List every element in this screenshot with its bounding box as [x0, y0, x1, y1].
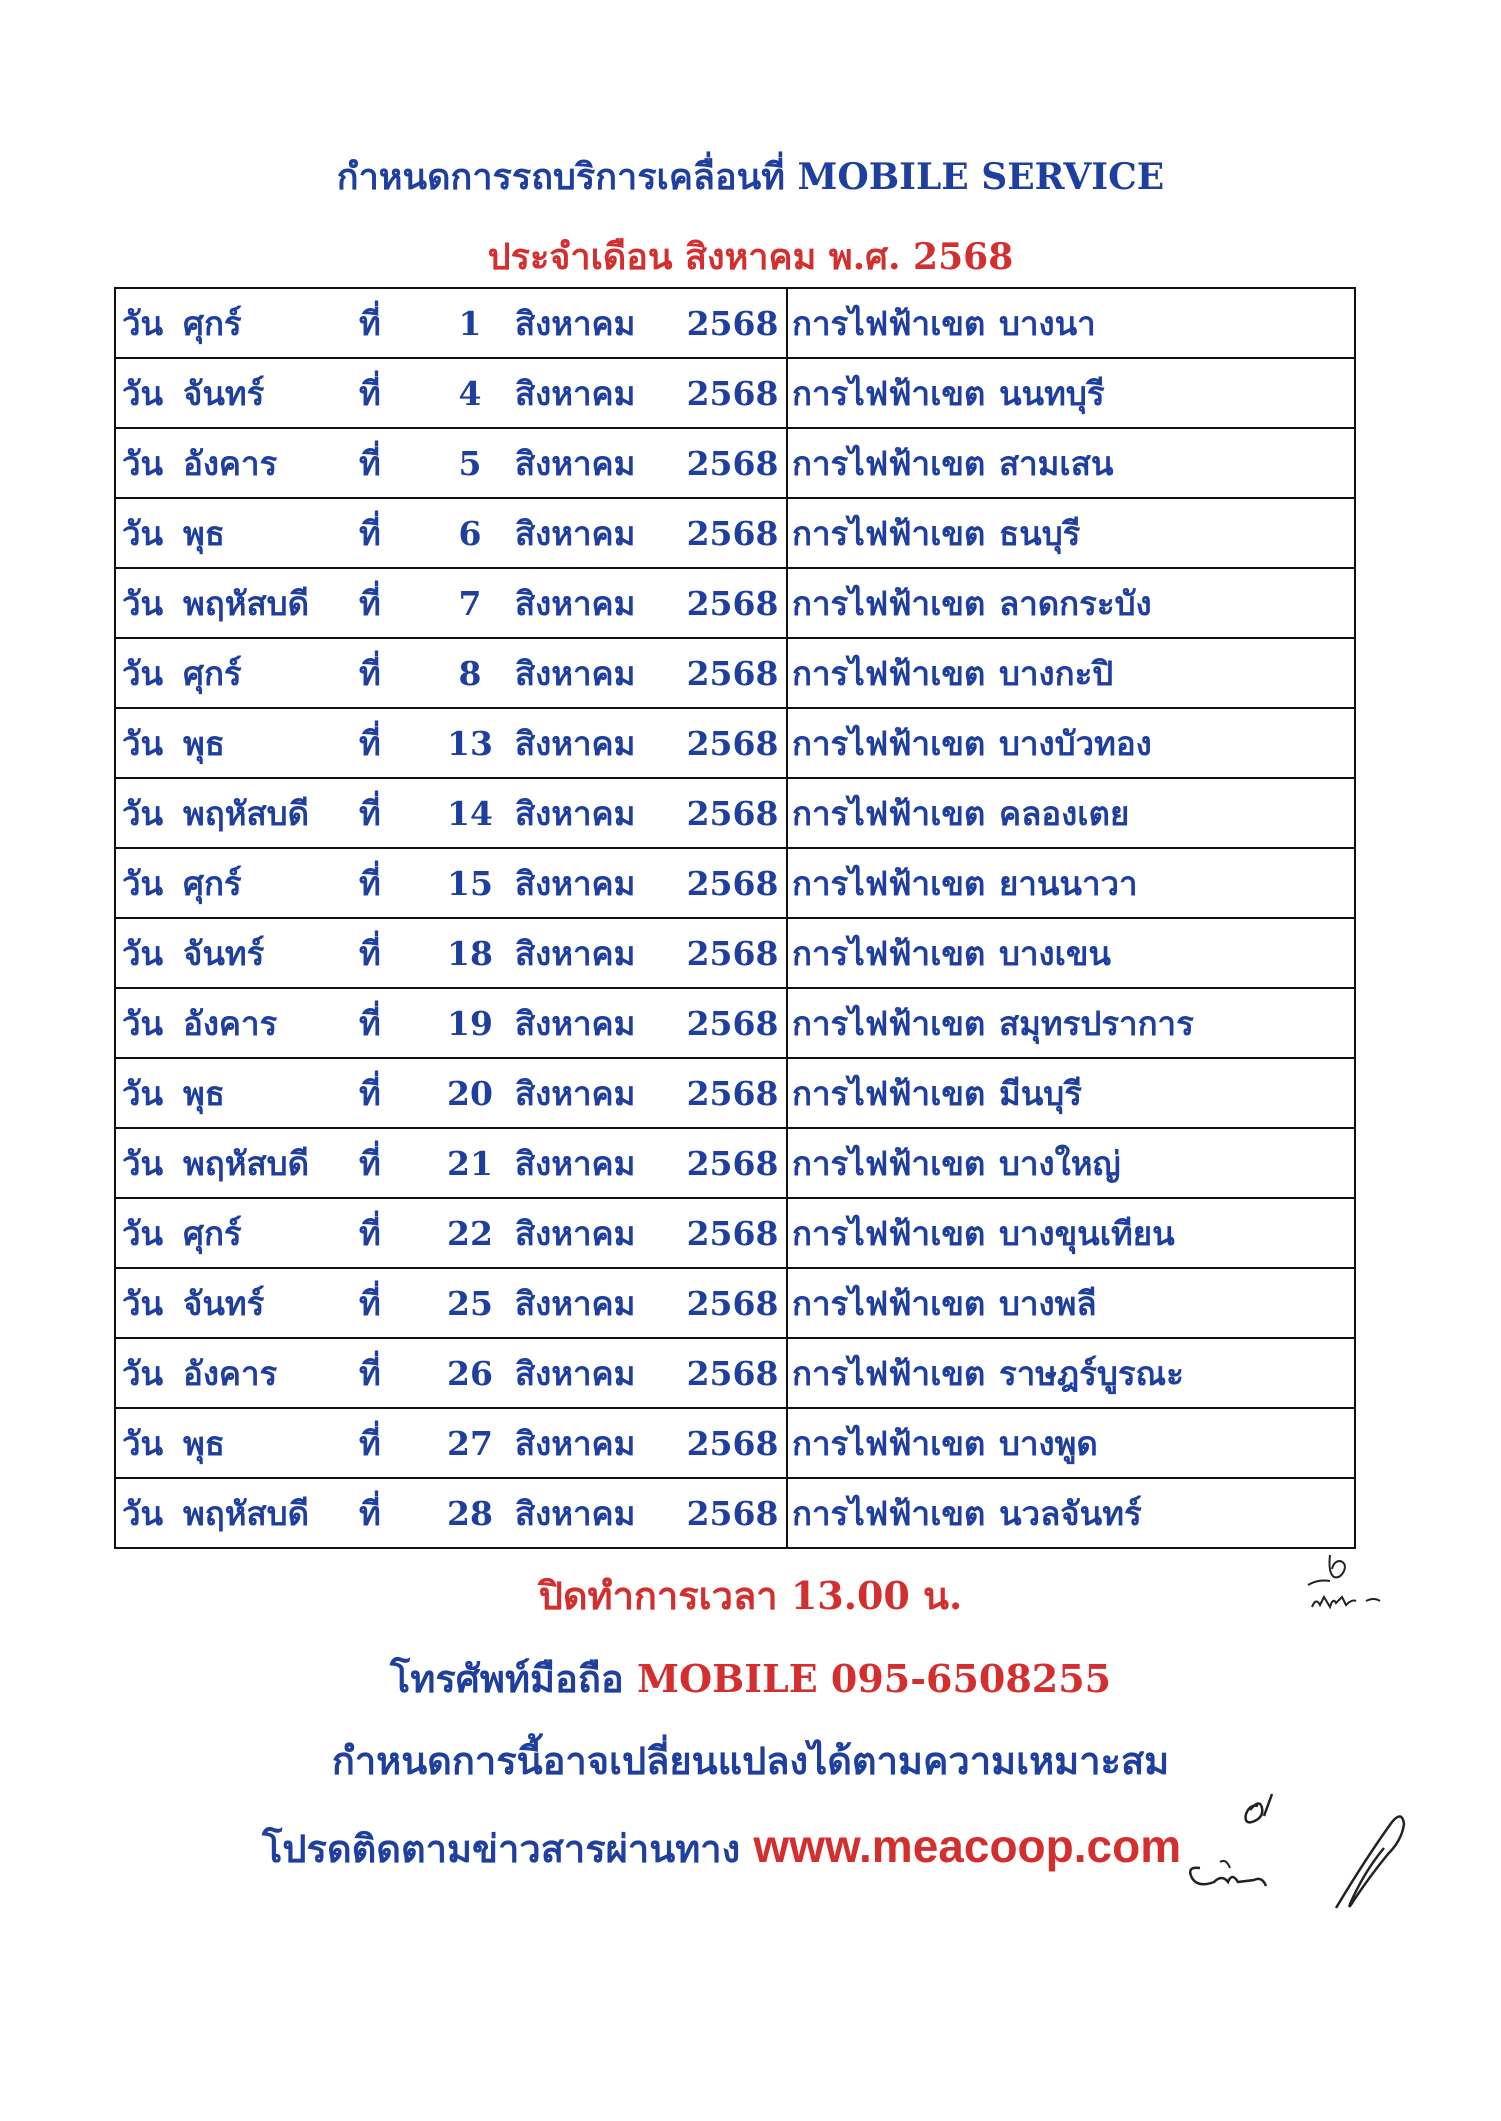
ordinal-cell: ที่: [359, 1128, 425, 1198]
day-word-cell: วัน: [115, 1198, 183, 1268]
day-name-cell: พฤหัสบดี: [183, 568, 359, 638]
schedule-rows: [115, 288, 1355, 1548]
ordinal-cell: ที่: [359, 638, 425, 708]
signature-1: [1180, 1790, 1320, 1910]
day-name-cell: อังคาร: [183, 1338, 359, 1408]
office-cell: การไฟฟ้าเขต: [787, 1058, 999, 1128]
ordinal-cell: ที่: [359, 1478, 425, 1548]
office-cell: การไฟฟ้าเขต: [787, 1408, 999, 1478]
day-word-cell: วัน: [115, 288, 183, 358]
ordinal-cell: ที่: [359, 1198, 425, 1268]
month-cell: สิงหาคม: [515, 988, 679, 1058]
table-row: [115, 568, 1355, 638]
year-cell: 2568: [679, 358, 787, 428]
day-word-cell: วัน: [115, 1478, 183, 1548]
month-cell: สิงหาคม: [515, 708, 679, 778]
month-cell: สิงหาคม: [515, 848, 679, 918]
month-cell: สิงหาคม: [515, 1338, 679, 1408]
year-cell: 2568: [679, 1128, 787, 1198]
table-row: [115, 498, 1355, 568]
month-cell: สิงหาคม: [515, 918, 679, 988]
day-name-cell: อังคาร: [183, 428, 359, 498]
year-cell: 2568: [679, 848, 787, 918]
day-name-cell: พุธ: [183, 708, 359, 778]
year-cell: 2568: [679, 1478, 787, 1548]
day-word-cell: วัน: [115, 498, 183, 568]
date-cell: 27: [425, 1408, 515, 1478]
table-row: [115, 708, 1355, 778]
table-row: [115, 1478, 1355, 1548]
date-cell: 28: [425, 1478, 515, 1548]
date-cell: 4: [425, 358, 515, 428]
table-row: [115, 288, 1355, 358]
branch-cell: บางพลี: [999, 1268, 1355, 1338]
date-cell: 13: [425, 708, 515, 778]
day-word-cell: วัน: [115, 638, 183, 708]
table-row: [115, 1338, 1355, 1408]
year-cell: 2568: [679, 1198, 787, 1268]
year-cell: 2568: [679, 1338, 787, 1408]
ordinal-cell: ที่: [359, 1338, 425, 1408]
branch-cell: บางนา: [999, 288, 1355, 358]
table-row: [115, 918, 1355, 988]
branch-cell: บางกะปิ: [999, 638, 1355, 708]
closing-time: ปิดทำการเวลา 13.00 น.: [538, 1573, 963, 1618]
day-word-cell: วัน: [115, 358, 183, 428]
date-cell: 14: [425, 778, 515, 848]
date-cell: 20: [425, 1058, 515, 1128]
date-cell: 19: [425, 988, 515, 1058]
table-row: [115, 428, 1355, 498]
day-name-cell: พุธ: [183, 1408, 359, 1478]
branch-cell: คลองเตย: [999, 778, 1355, 848]
date-cell: 15: [425, 848, 515, 918]
ordinal-cell: ที่: [359, 288, 425, 358]
table-row: [115, 1268, 1355, 1338]
signature-mark-1-icon: [1180, 1790, 1320, 1910]
day-name-cell: อังคาร: [183, 988, 359, 1058]
table-row: [115, 1058, 1355, 1128]
day-word-cell: วัน: [115, 568, 183, 638]
day-word-cell: วัน: [115, 918, 183, 988]
year-cell: 2568: [679, 778, 787, 848]
day-word-cell: วัน: [115, 1338, 183, 1408]
year-cell: 2568: [679, 1058, 787, 1128]
office-cell: การไฟฟ้าเขต: [787, 1128, 999, 1198]
branch-cell: นวลจันทร์: [999, 1478, 1355, 1548]
office-cell: การไฟฟ้าเขต: [787, 848, 999, 918]
date-cell: 7: [425, 568, 515, 638]
month-cell: สิงหาคม: [515, 568, 679, 638]
website-link[interactable]: www.meacoop.com: [753, 1820, 1182, 1872]
office-cell: การไฟฟ้าเขต: [787, 1198, 999, 1268]
date-cell: 5: [425, 428, 515, 498]
year-cell: 2568: [679, 498, 787, 568]
day-word-cell: วัน: [115, 428, 183, 498]
month-cell: สิงหาคม: [515, 498, 679, 568]
table-row: [115, 1198, 1355, 1268]
office-cell: การไฟฟ้าเขต: [787, 778, 999, 848]
month-cell: สิงหาคม: [515, 1408, 679, 1478]
branch-cell: มีนบุรี: [999, 1058, 1355, 1128]
month-cell: สิงหาคม: [515, 1128, 679, 1198]
table-row: [115, 638, 1355, 708]
initials-date-icon: [1300, 1545, 1410, 1625]
office-cell: การไฟฟ้าเขต: [787, 288, 999, 358]
month-cell: สิงหาคม: [515, 1268, 679, 1338]
day-word-cell: วัน: [115, 778, 183, 848]
ordinal-cell: ที่: [359, 988, 425, 1058]
ordinal-cell: ที่: [359, 1268, 425, 1338]
branch-cell: ราษฎร์บูรณะ: [999, 1338, 1355, 1408]
phone-number: MOBILE 095-6508255: [636, 1656, 1112, 1701]
day-name-cell: พุธ: [183, 498, 359, 568]
signature-mark-2-icon: [1330, 1808, 1420, 1918]
day-word-cell: วัน: [115, 1268, 183, 1338]
table-row: [115, 848, 1355, 918]
ordinal-cell: ที่: [359, 918, 425, 988]
office-cell: การไฟฟ้าเขต: [787, 1338, 999, 1408]
day-word-cell: วัน: [115, 848, 183, 918]
date-cell: 26: [425, 1338, 515, 1408]
month-cell: สิงหาคม: [515, 778, 679, 848]
schedule-table: [114, 287, 1356, 1549]
day-name-cell: พฤหัสบดี: [183, 1128, 359, 1198]
office-cell: การไฟฟ้าเขต: [787, 568, 999, 638]
year-cell: 2568: [679, 428, 787, 498]
date-cell: 6: [425, 498, 515, 568]
year-cell: 2568: [679, 918, 787, 988]
branch-cell: บางเขน: [999, 918, 1355, 988]
day-name-cell: จันทร์: [183, 1268, 359, 1338]
month-cell: สิงหาคม: [515, 1058, 679, 1128]
ordinal-cell: ที่: [359, 848, 425, 918]
day-name-cell: ศุกร์: [183, 288, 359, 358]
ordinal-cell: ที่: [359, 708, 425, 778]
ordinal-cell: ที่: [359, 1058, 425, 1128]
branch-cell: บางขุนเทียน: [999, 1198, 1355, 1268]
ordinal-cell: ที่: [359, 498, 425, 568]
year-cell: 2568: [679, 568, 787, 638]
month-cell: สิงหาคม: [515, 1198, 679, 1268]
year-cell: 2568: [679, 988, 787, 1058]
day-name-cell: ศุกร์: [183, 1198, 359, 1268]
date-cell: 8: [425, 638, 515, 708]
office-cell: การไฟฟ้าเขต: [787, 358, 999, 428]
month-cell: สิงหาคม: [515, 638, 679, 708]
month-cell: สิงหาคม: [515, 358, 679, 428]
branch-cell: สมุทรปราการ: [999, 988, 1355, 1058]
table-row: [115, 358, 1355, 428]
month-cell: สิงหาคม: [515, 428, 679, 498]
branch-cell: ยานนาวา: [999, 848, 1355, 918]
phone-label: โทรศัพท์มือถือ: [389, 1656, 624, 1701]
day-word-cell: วัน: [115, 1058, 183, 1128]
page-subtitle: ประจำเดือน สิงหาคม พ.ศ. 2568: [487, 236, 1014, 278]
date-cell: 1: [425, 288, 515, 358]
branch-cell: บางพูด: [999, 1408, 1355, 1478]
office-cell: การไฟฟ้าเขต: [787, 638, 999, 708]
branch-cell: บางบัวทอง: [999, 708, 1355, 778]
day-name-cell: พุธ: [183, 1058, 359, 1128]
branch-cell: บางใหญ่: [999, 1128, 1355, 1198]
office-cell: การไฟฟ้าเขต: [787, 1268, 999, 1338]
signature-2: [1330, 1808, 1420, 1918]
table-row: [115, 1408, 1355, 1478]
page-title: กำหนดการรถบริการเคลื่อนที่ MOBILE SERVICE: [336, 156, 1165, 198]
office-cell: การไฟฟ้าเขต: [787, 708, 999, 778]
year-cell: 2568: [679, 638, 787, 708]
office-cell: การไฟฟ้าเขต: [787, 428, 999, 498]
day-name-cell: จันทร์: [183, 358, 359, 428]
ordinal-cell: ที่: [359, 428, 425, 498]
day-name-cell: พฤหัสบดี: [183, 1478, 359, 1548]
branch-cell: ธนบุรี: [999, 498, 1355, 568]
year-cell: 2568: [679, 1268, 787, 1338]
website-line: [262, 1818, 1181, 1879]
day-word-cell: วัน: [115, 1408, 183, 1478]
ordinal-cell: ที่: [359, 568, 425, 638]
branch-cell: สามเสน: [999, 428, 1355, 498]
day-name-cell: ศุกร์: [183, 848, 359, 918]
day-word-cell: วัน: [115, 708, 183, 778]
ordinal-cell: ที่: [359, 1408, 425, 1478]
table-row: [115, 778, 1355, 848]
date-cell: 21: [425, 1128, 515, 1198]
day-name-cell: ศุกร์: [183, 638, 359, 708]
ordinal-cell: ที่: [359, 358, 425, 428]
year-cell: 2568: [679, 1408, 787, 1478]
date-cell: 25: [425, 1268, 515, 1338]
office-cell: การไฟฟ้าเขต: [787, 918, 999, 988]
day-name-cell: พฤหัสบดี: [183, 778, 359, 848]
day-name-cell: จันทร์: [183, 918, 359, 988]
ordinal-cell: ที่: [359, 778, 425, 848]
office-cell: การไฟฟ้าเขต: [787, 498, 999, 568]
table-row: [115, 988, 1355, 1058]
year-cell: 2568: [679, 708, 787, 778]
branch-cell: นนทบุรี: [999, 358, 1355, 428]
month-cell: สิงหาคม: [515, 288, 679, 358]
date-cell: 22: [425, 1198, 515, 1268]
handwritten-date-signature: [1300, 1545, 1410, 1625]
change-notice: กำหนดการนี้อาจเปลี่ยนแปลงได้ตามความเหมาะสม: [331, 1738, 1170, 1783]
table-row: [115, 1128, 1355, 1198]
day-word-cell: วัน: [115, 988, 183, 1058]
phone-line: [0, 1648, 1501, 1709]
website-label: โปรดติดตามข่าวสารผ่านทาง: [262, 1826, 741, 1871]
year-cell: 2568: [679, 288, 787, 358]
day-word-cell: วัน: [115, 1128, 183, 1198]
office-cell: การไฟฟ้าเขต: [787, 1478, 999, 1548]
branch-cell: ลาดกระบัง: [999, 568, 1355, 638]
date-cell: 18: [425, 918, 515, 988]
month-cell: สิงหาคม: [515, 1478, 679, 1548]
office-cell: การไฟฟ้าเขต: [787, 988, 999, 1058]
